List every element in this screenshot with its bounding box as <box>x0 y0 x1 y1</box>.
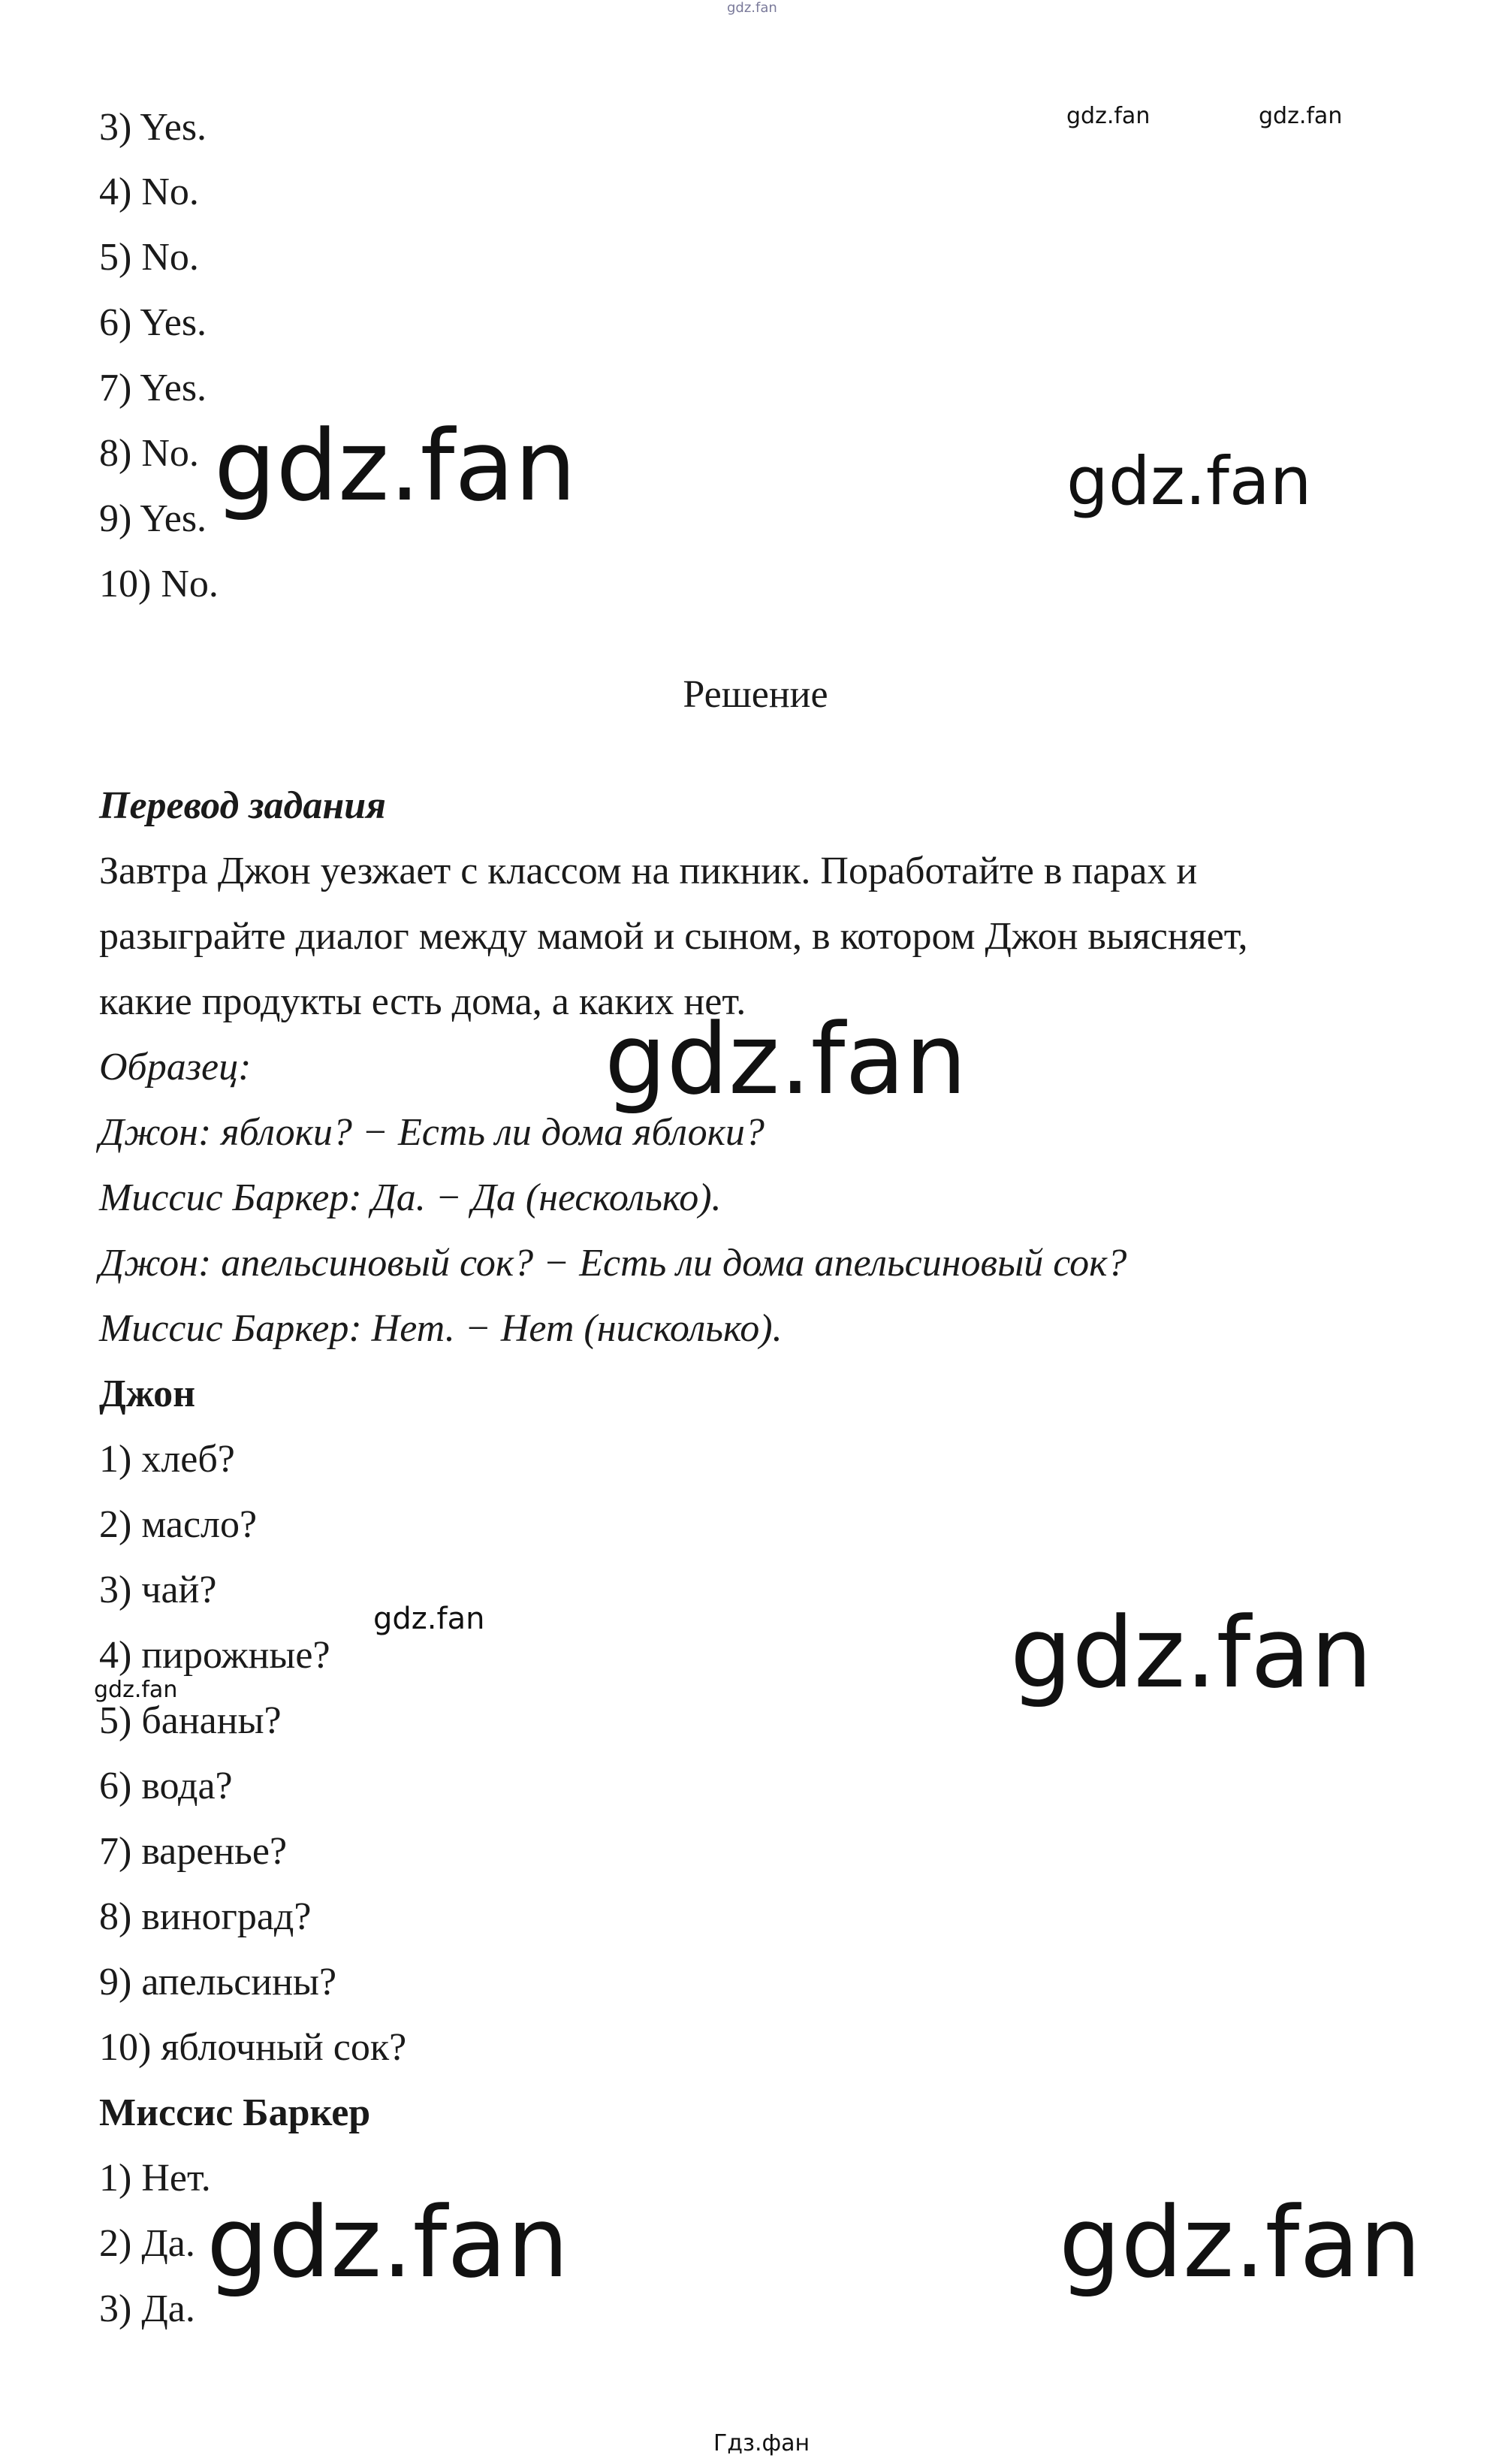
example-line: Миссис Баркер: Да. − Да (несколько). <box>99 1176 722 1219</box>
answer-item: 7) Yes. <box>99 367 207 409</box>
translation-line: Завтра Джон уезжает с классом на пикник. Поработайте в парах и <box>99 850 1198 892</box>
list-item: 7) варенье? <box>99 1830 288 1873</box>
example-line: Джон: яблоки? − Есть ли дома яблоки? <box>99 1111 765 1154</box>
list-item: 4) пирожные? <box>99 1634 330 1677</box>
list-item: 1) хлеб? <box>99 1438 235 1481</box>
barker-heading: Миссис Баркер <box>99 2091 371 2134</box>
translation-line: разыграйте диалог между мамой и сыном, в котором Джон выясняет, <box>99 915 1248 958</box>
watermark: gdz.fan <box>1259 103 1343 129</box>
example-line: Образец: <box>99 1046 252 1089</box>
list-item: 10) яблочный сок? <box>99 2026 407 2069</box>
watermark: gdz.fan <box>94 1677 178 1703</box>
answer-item: 6) Yes. <box>99 301 207 344</box>
solution-title: Решение <box>683 673 828 716</box>
watermark: gdz.fan <box>727 0 777 16</box>
answer-item: 8) No. <box>99 432 199 475</box>
list-item: 5) бананы? <box>99 1699 282 1742</box>
list-item: 1) Нет. <box>99 2157 211 2200</box>
answer-item: 10) No. <box>99 563 219 605</box>
answer-item: 5) No. <box>99 236 199 279</box>
watermark: gdz.fan <box>214 409 577 523</box>
answer-item: 4) No. <box>99 171 199 213</box>
watermark: gdz.fan <box>373 1602 485 1636</box>
list-item: 8) виноград? <box>99 1895 312 1938</box>
watermark: gdz.fan <box>1059 2185 1422 2299</box>
translation-line: какие продукты есть дома, а каких нет. <box>99 980 746 1023</box>
watermark: gdz.fan <box>1066 103 1151 129</box>
watermark: gdz.fan <box>1010 1596 1373 1710</box>
list-item: 6) вода? <box>99 1765 233 1807</box>
watermark: gdz.fan <box>605 1002 967 1116</box>
list-item: 3) чай? <box>99 1569 217 1611</box>
list-item: 9) апельсины? <box>99 1961 337 2004</box>
list-item: 2) Да. <box>99 2222 195 2265</box>
translation-heading: Перевод задания <box>99 784 386 827</box>
example-line: Джон: апельсиновый сок? − Есть ли дома апельсиновый сок? <box>99 1242 1127 1285</box>
list-item: 2) масло? <box>99 1503 258 1546</box>
watermark: gdz.fan <box>1066 442 1312 520</box>
john-heading: Джон <box>99 1372 196 1415</box>
list-item: 3) Да. <box>99 2287 195 2330</box>
answer-item: 3) Yes. <box>99 106 207 149</box>
watermark: gdz.fan <box>207 2185 569 2299</box>
example-line: Миссис Баркер: Нет. − Нет (нисколько). <box>99 1307 783 1350</box>
footer-watermark: Гдз.фан <box>713 2430 810 2456</box>
answer-item: 9) Yes. <box>99 497 207 540</box>
